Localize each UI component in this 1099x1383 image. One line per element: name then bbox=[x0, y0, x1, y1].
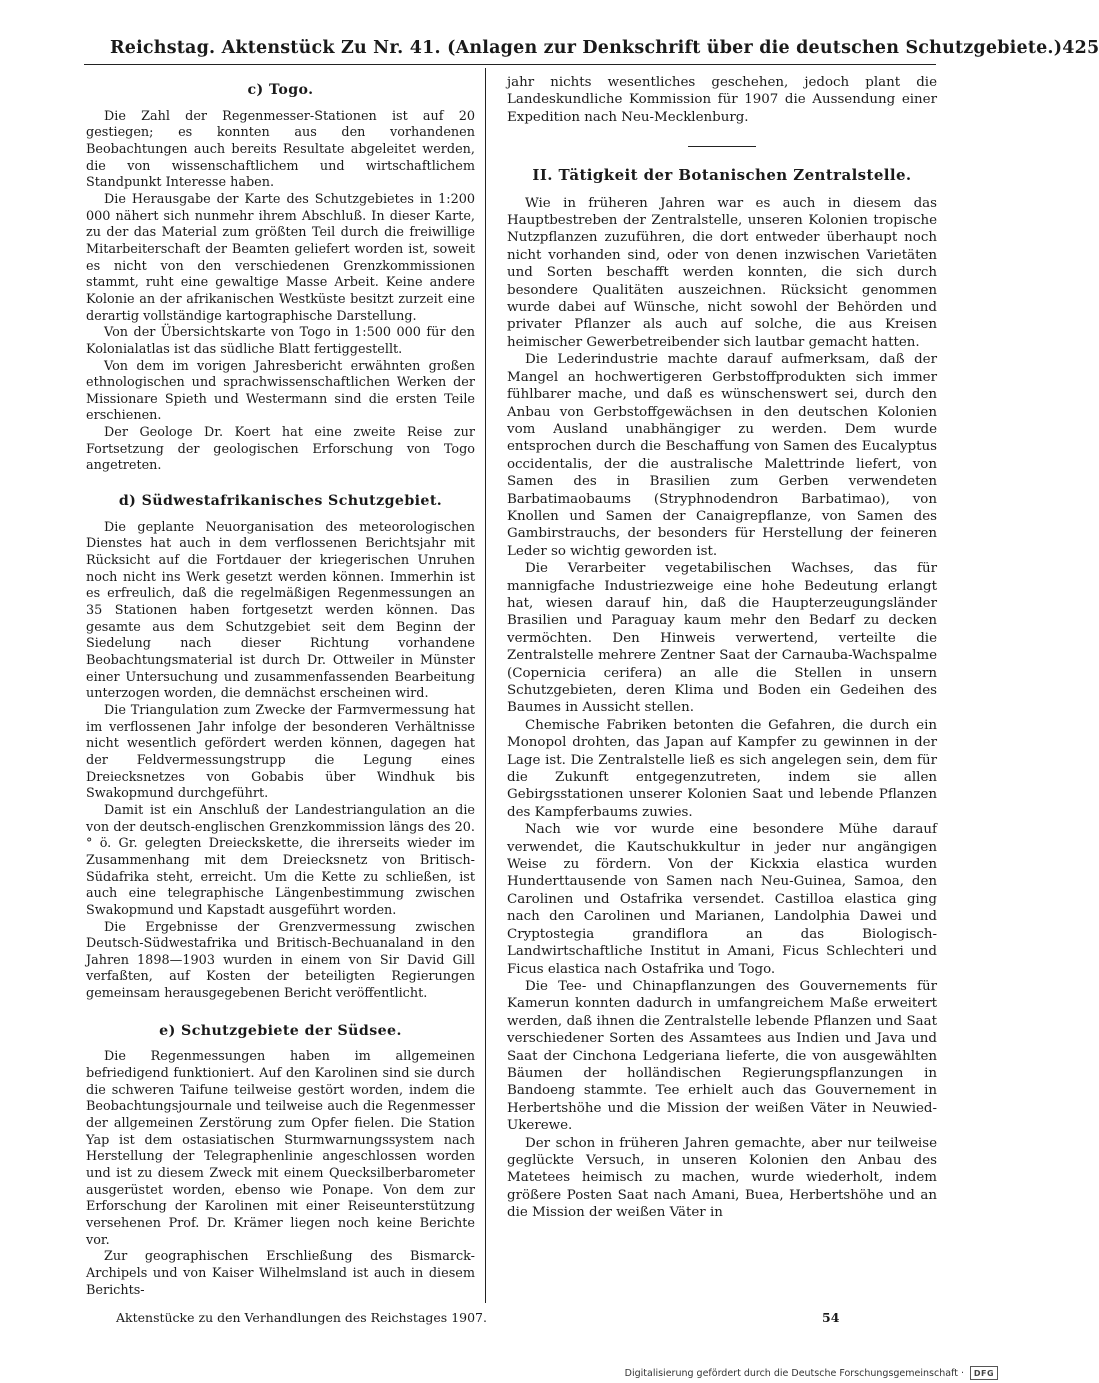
page-number: 425 bbox=[1062, 38, 1099, 58]
paragraph: Von der Übersichtskarte von Togo in 1:500 000 für den Kolonialatlas ist das südliche Blatt fertiggestellt. bbox=[86, 325, 475, 357]
column-divider bbox=[485, 68, 486, 1303]
digitization-credit bbox=[612, 1365, 998, 1381]
paragraph: Damit ist ein Anschluß der Landestriangulation an die von der deutsch-englischen Grenzkommission längs des 20.° ö. Gr. gelegten Dreieckskette, die ihrerseits wieder im Zusammenhang mit dem Dreiecksnetz von Britisch-Südafrika steht, erreicht. Um die Kette zu schließen, ist auch eine telegraphische Längenbestimmung zwischen Swakopmund und Kapstadt ausgeführt worden. bbox=[86, 802, 475, 918]
section-heading-togo: c) Togo. bbox=[247, 82, 314, 98]
paragraph: Zur geographischen Erschließung des Bismarck-Archipels und von Kaiser Wilhelmsland ist auch in diesem Berichts- bbox=[86, 1249, 475, 1298]
paragraph: Die Tee- und Chinapflanzungen des Gouvernements für Kamerun konnten dadurch in umfangreichem Maße erweitert werden, daß ihnen die Zentralstelle lebende Pflanzen und Saat verschiedener Sorten des Assamtees aus Indien und Java und Saat der Cinchona Ledgeriana lieferte, die von ausgewählten Bäumen der holländischen Regierungspflanzungen in Bandoeng stammte. Tee erhielt auch das Gouvernement in Herbertshöhe und die Mission der weißen Väter in Neuwied-Ukerewe. bbox=[507, 978, 937, 1134]
section-heading-suedsee: e) Schutzgebiete der Südsee. bbox=[159, 1022, 402, 1039]
paragraph: Der schon in früheren Jahren gemachte, aber nur teilweise geglückte Versuch, in unseren Kolonien den Anbau des Matetees heimisch zu machen, wurde wiederholt, indem größere Posten Saat nach Amani, Buea, Herbertshöhe und an die Mission der weißen Väter in bbox=[507, 1135, 937, 1221]
running-title: Reichstag. Aktenstück Zu Nr. 41. (Anlagen zur Denkschrift über die deutschen Schutzgebiete.) bbox=[110, 38, 1063, 58]
paragraph-continuation: jahr nichts wesentliches geschehen, jedoch plant die Landeskundliche Kommission für 1907 die Aussendung einer Expedition nach Neu-Mecklenburg. bbox=[507, 75, 937, 125]
footer-sheet-number: 54 bbox=[822, 1310, 840, 1325]
footer-signature: Aktenstücke zu den Verhandlungen des Reichstages 1907. bbox=[116, 1310, 487, 1325]
paragraph: Nach wie vor wurde eine besondere Mühe darauf verwendet, die Kautschukkultur in jeder nur angängigen Weise zu fördern. Von der Kickxia elastica wurden Hunderttausende von Samen nach Neu-Guinea, Samoa, den Carolinen und Ostafrika versendet. Castilloa elastica ging nach den Carolinen und Marianen, Landolphia Dawei und Cryptostegia grandiflora an das Biologisch-Landwirtschaftliche Institut in Amani, Ficus Schlechteri und Ficus elastica nach Ostafrika und Togo. bbox=[507, 822, 937, 977]
paragraph: Von dem im vorigen Jahresbericht erwähnten großen ethnologischen und sprachwissenschaftlichen Werken der Missionare Spieth und Westermann sind die ersten Teile erschienen. bbox=[86, 358, 475, 424]
section-heading-botanische-zentralstelle: II. Tätigkeit der Botanischen Zentralstelle. bbox=[532, 166, 912, 185]
paragraph: Die Lederindustrie machte darauf aufmerksam, daß der Mangel an hochwertigeren Gerbstoffprodukten sich immer fühlbarer mache, und daß es wünschenswert sei, durch den Anbau von Gerbstoffgewächsen in den deutschen Kolonien vom Ausland unabhängiger zu werden. Dem wurde entsprochen durch die Beschaffung von Samen des Eucalyptus occidentalis, der die australische Malettrinde liefert, von Samen des in Brasilien zum Gerben verwendeten Barbatimaobaums (Stryphnodendron Barbatimao), von Knollen und Samen der Canaigrepflanze, von Samen des Gambirstrauchs, der besonders für Herstellung der feineren Leder so wichtig geworden ist. bbox=[507, 352, 937, 559]
section-separator bbox=[688, 146, 756, 147]
paragraph: Chemische Fabriken betonten die Gefahren, die durch ein Monopol drohten, das Japan auf Kampfer zu gewinnen in der Lage ist. Die Zentralstelle ließ es sich angelegen sein, dem für die Zukunft entgegenzutreten, indem sie allen Gebirgsstationen unserer Kolonien Saat und lebende Pflanzen des Kampferbaums zuwies. bbox=[507, 717, 937, 820]
paragraph: Die Zahl der Regenmesser-Stationen ist auf 20 gestiegen; es konnten aus den vorhandenen Beobachtungen auch bereits Resultate abgeleitet werden, die von wissenschaftlichem und wirtschaftlichem Standpunkt Interesse haben. bbox=[86, 108, 475, 191]
paragraph: Die Triangulation zum Zwecke der Farmvermessung hat im verflossenen Jahr infolge der besonderen Verhältnisse nicht wesentlich gefördert werden können, dagegen hat der Feldvermessungstrupp die Legung eines Dreiecksnetzes von Gobabis über Windhuk bis Swakopmund durchgeführt. bbox=[86, 702, 475, 802]
section-heading-suedwestafrika: d) Südwestafrikanisches Schutzgebiet. bbox=[118, 493, 443, 510]
right-column bbox=[507, 74, 937, 1222]
credit-text: Digitalisierung gefördert durch die Deutsche Forschungsgemeinschaft · bbox=[624, 1367, 964, 1379]
paragraph: Die geplante Neuorganisation des meteorologischen Dienstes hat auch in dem verflossenen Berichtsjahr mit Rücksicht auf die Fortdauer der kriegerischen Unruhen noch nicht ins Werk gesetzt werden können. Immerhin ist es erfreulich, daß die regelmäßigen Regenmessungen an 35 Stationen haben fortgesetzt werden können. Das gesamte aus dem Schutzgebiet seit dem Beginn der Siedelung nach dieser Richtung vorhandene Beobachtungsmaterial ist durch Dr. Ottweiler in Münster einer Untersuchung und zusammenfassenden Bearbeitung unterzogen worden, die demnächst erscheinen wird. bbox=[86, 519, 475, 702]
left-column bbox=[86, 74, 475, 1299]
running-header bbox=[110, 34, 1099, 62]
paragraph: Die Herausgabe der Karte des Schutzgebietes in 1:200 000 nähert sich nunmehr ihrem Abschluß. In dieser Karte, zu der das Material zum größten Teil durch die freiwillige Mitarbeiterschaft der Beamten geliefert worden ist, soweit es nicht von den verschiedenen Grenzkommissionen stammt, ruht eine gewaltige Masse Arbeit. Keine andere Kolonie an der afrikanischen Westküste besitzt zurzeit eine derartig vollständige kartographische Darstellung. bbox=[86, 191, 475, 324]
paragraph: Die Verarbeiter vegetabilischen Wachses, das für mannigfache Industriezweige eine hohe Bedeutung erlangt hat, wiesen darauf hin, daß die Haupterzeugungsländer Brasilien und Paraguay kaum mehr den Bedarf zu decken vermöchten. Den Hinweis verwertend, verteilte die Zentralstelle mehrere Zentner Saat der Carnauba-Wachspalme (Copernicia cerifera) an alle die Stellen in unsern Schutzgebieten, deren Klima und Boden ein Gedeihen des Baumes in Aussicht stellen. bbox=[507, 561, 937, 716]
paragraph: Die Regenmessungen haben im allgemeinen befriedigend funktioniert. Auf den Karolinen sind sie durch die schweren Taifune teilweise gestört worden, indem die Beobachtungsjournale und teilweise auch die Regenmesser der allgemeinen Zerstörung zum Opfer fielen. Die Station Yap ist dem ostasiatischen Sturmwarnungssystem nach Herstellung der Telegraphenlinie angeschlossen worden und ist zu diesem Zweck mit einem Quecksilberbarometer ausgerüstet worden, ebenso wie Ponape. Von dem zur Erforschung der Karolinen mit einer Reiseunterstützung versehenen Prof. Dr. Krämer liegen noch keine Berichte vor. bbox=[86, 1049, 475, 1248]
header-rule bbox=[84, 64, 936, 65]
paragraph: Der Geologe Dr. Koert hat eine zweite Reise zur Fortsetzung der geologischen Erforschung von Togo angetreten. bbox=[86, 425, 475, 474]
paragraph: Wie in früheren Jahren war es auch in diesem das Hauptbestreben der Zentralstelle, unseren Kolonien tropische Nutzpflanzen zuzuführen, die dort entweder überhaupt noch nicht vorhanden sind, oder von denen inzwischen Varietäten und Sorten beschafft werden konnten, die sich durch besondere Qualitäten auszeichnen. Rücksicht genommen wurde dabei auf Wünsche, nicht sowohl der Behörden und privater Pflanzer als auch auf solche, die aus Kreisen heimischer Gewerbetreibender sich lautbar gemacht hatten. bbox=[507, 195, 937, 350]
dfg-logo-icon: DFG bbox=[970, 1366, 998, 1380]
paragraph: Die Ergebnisse der Grenzvermessung zwischen Deutsch-Südwestafrika und Britisch-Bechuanaland in den Jahren 1898—1903 wurden in einem von Sir David Gill verfaßten, auf Kosten der beteiligten Regierungen gemeinsam herausgegebenen Bericht veröffentlicht. bbox=[86, 919, 475, 1002]
